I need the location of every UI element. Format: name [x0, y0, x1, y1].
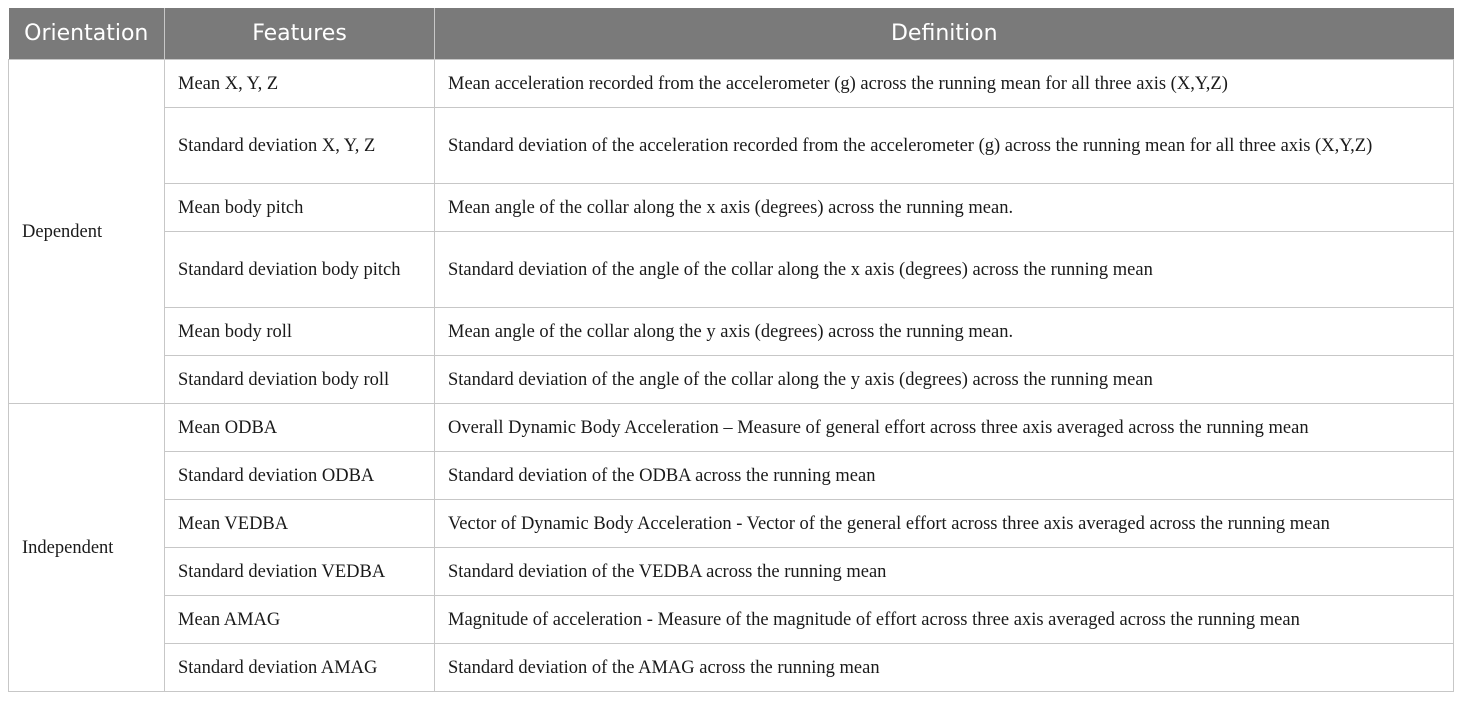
orientation-cell: Independent	[9, 404, 165, 692]
definition-cell: Standard deviation of the ODBA across the running mean	[435, 452, 1454, 500]
definition-cell: Magnitude of acceleration - Measure of the magnitude of effort across three axis averaged across the running mean	[435, 596, 1454, 644]
feature-cell: Standard deviation body roll	[165, 356, 435, 404]
header-features: Features	[165, 8, 435, 60]
feature-cell: Mean X, Y, Z	[165, 60, 435, 108]
definition-cell: Vector of Dynamic Body Acceleration - Vector of the general effort across three axis averaged across the running mean	[435, 500, 1454, 548]
table-row	[9, 308, 1454, 356]
definition-cell: Overall Dynamic Body Acceleration – Measure of general effort across three axis averaged across the running mean	[435, 404, 1454, 452]
feature-cell: Mean body pitch	[165, 184, 435, 232]
definition-cell: Mean angle of the collar along the x axis (degrees) across the running mean.	[435, 184, 1454, 232]
table-row	[9, 60, 1454, 108]
feature-cell: Standard deviation ODBA	[165, 452, 435, 500]
table-row	[9, 500, 1454, 548]
feature-cell: Mean ODBA	[165, 404, 435, 452]
definition-cell: Mean acceleration recorded from the accelerometer (g) across the running mean for all three axis (X,Y,Z)	[435, 60, 1454, 108]
table-row	[9, 452, 1454, 500]
definition-cell: Mean angle of the collar along the y axis (degrees) across the running mean.	[435, 308, 1454, 356]
feature-cell: Standard deviation AMAG	[165, 644, 435, 692]
table-row	[9, 548, 1454, 596]
definition-cell: Standard deviation of the angle of the collar along the y axis (degrees) across the running mean	[435, 356, 1454, 404]
features-table	[8, 8, 1454, 692]
table-row	[9, 404, 1454, 452]
feature-cell: Mean VEDBA	[165, 500, 435, 548]
table-row	[9, 108, 1454, 184]
feature-cell: Standard deviation VEDBA	[165, 548, 435, 596]
header-definition: Definition	[435, 8, 1454, 60]
table-row	[9, 184, 1454, 232]
table-row	[9, 644, 1454, 692]
feature-cell: Standard deviation X, Y, Z	[165, 108, 435, 184]
feature-cell: Mean AMAG	[165, 596, 435, 644]
feature-cell: Standard deviation body pitch	[165, 232, 435, 308]
definition-cell: Standard deviation of the VEDBA across the running mean	[435, 548, 1454, 596]
definition-cell: Standard deviation of the AMAG across the running mean	[435, 644, 1454, 692]
header-orientation: Orientation	[9, 8, 165, 60]
table-row	[9, 232, 1454, 308]
header-row	[9, 8, 1454, 60]
table-row	[9, 596, 1454, 644]
orientation-cell: Dependent	[9, 60, 165, 404]
definition-cell: Standard deviation of the angle of the collar along the x axis (degrees) across the running mean	[435, 232, 1454, 308]
table-row	[9, 356, 1454, 404]
feature-cell: Mean body roll	[165, 308, 435, 356]
definition-cell: Standard deviation of the acceleration recorded from the accelerometer (g) across the running mean for all three axis (X,Y,Z)	[435, 108, 1454, 184]
